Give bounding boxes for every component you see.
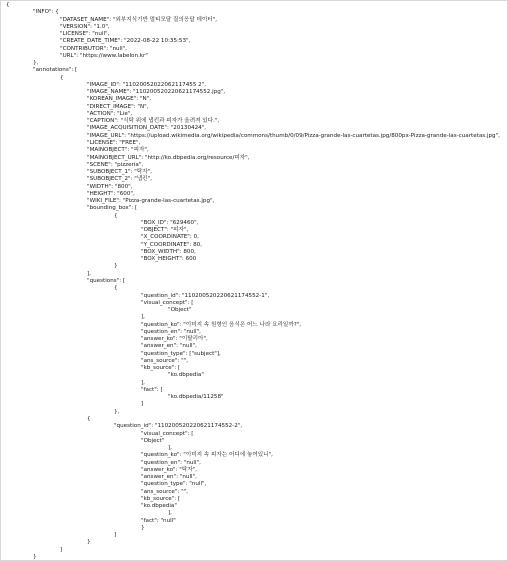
json-line: "IMAGE_URL": "https://upload.wikimedia.org/wikipedia/commons/thumb/0/09/Pizza-grande-las-cuartetas.jpg/800px-Pizza-grande-las-cuartetas.jpg", — [87, 132, 500, 139]
json-line: "ko.dbpedia/11258" — [168, 394, 224, 401]
json-line: "answer_ko": "이탈리아", — [141, 336, 208, 343]
json-line: "SUBOBJECT_2": "냅킨", — [87, 176, 153, 183]
json-line: }, — [33, 60, 39, 67]
json-line: "URL": "https://www.labelon.kr" — [60, 52, 148, 59]
json-line: "question_ko": "이미지 속 원형인 음식은 어느 나라 요리일까?", — [141, 321, 302, 328]
json-line: "IMAGE_ACQUISITION_DATE": "20130424", — [87, 125, 207, 132]
json-line: ], — [141, 379, 145, 386]
json-line: "question_type": "null", — [141, 481, 207, 488]
json-line: "answer_en": "null", — [141, 474, 197, 481]
json-line: ] — [141, 401, 144, 408]
json-line: { — [60, 74, 64, 81]
json-line: "bounding_box": [ — [87, 205, 138, 212]
json-line: "ko.dbpedia" — [141, 503, 177, 510]
json-line: "CREATE_DATE_TIME": "2022-08-22 10:35:53", — [60, 38, 191, 45]
json-line: { — [6, 2, 10, 8]
json-line: "DIRECT_IMAGE": "N", — [87, 103, 149, 110]
json-line: "answer_en": "null", — [141, 343, 197, 350]
json-line: "question_type": ["subject"], — [141, 350, 221, 357]
json-line: "question_ko": "이미지 속 피자는 어디에 놓여있니", — [141, 452, 273, 459]
json-line: } — [33, 554, 37, 560]
json-line: ], — [87, 270, 91, 277]
json-line: "kb_source": [ — [141, 495, 181, 502]
json-line: "fact": [ — [141, 386, 163, 393]
json-line: "SUBOBJECT_1": "탁자", — [87, 169, 153, 176]
json-line: "BOX_HEIGHT": 600 — [141, 256, 197, 263]
json-line: "questions": [ — [87, 278, 126, 284]
json-line: "KOREAN_IMAGE": "N", — [87, 96, 151, 103]
json-line: "WIKI_FILE": "Pizza-grande-las-cuartetas.jpg", — [87, 198, 215, 205]
json-line: "IMAGE_ID": "11020052022062117455 2", — [87, 81, 207, 88]
json-line: "fact": "null" — [141, 517, 176, 524]
json-line: "HEIGHT": "600", — [87, 190, 135, 197]
json-line: "BOX_ID": "629460", — [141, 219, 199, 226]
json-line: "visual_concept": [ — [141, 299, 194, 306]
json-line: "question_id": "110200520220621174552-2", — [114, 423, 243, 430]
json-line: "ko.dbpedia" — [168, 372, 204, 379]
json-line: "CONTRIBUTOR": "null", — [60, 45, 128, 52]
json-line: "INFO": { — [33, 9, 59, 16]
json-line: } — [114, 263, 118, 270]
json-line: ], — [168, 445, 172, 452]
json-line: } — [141, 524, 145, 531]
json-line: "ACTION": "Lie", — [87, 110, 133, 117]
json-line: "Object" — [141, 437, 165, 444]
json-line: { — [114, 285, 118, 292]
json-line: "Object" — [168, 307, 192, 314]
json-line: "question_en": "null", — [141, 328, 201, 335]
json-line: "SCENE": "pizzeria", — [87, 161, 144, 168]
json-line: "ans_source": "", — [141, 357, 188, 364]
json-line: "WIDTH": "800", — [87, 183, 133, 190]
json-line: "question_id": "110200520220621174552-1", — [141, 292, 270, 299]
json-line: "question_en": "null", — [141, 459, 201, 466]
json-line: "ans_source": "", — [141, 488, 188, 495]
json-line: "answer_ko": "탁자", — [141, 466, 198, 473]
json-line: "VERSION": "1.0", — [60, 23, 110, 30]
json-line: ], — [141, 314, 145, 321]
json-line: } — [87, 539, 91, 546]
json-line: "OBJECT": "피자", — [141, 227, 189, 234]
json-line: }, — [114, 408, 120, 415]
json-line: "IMAGE_NAME": "110200520220621174552.jpg", — [87, 89, 226, 96]
json-line: ], — [168, 510, 172, 517]
json-line: "LICENSE": "null", — [60, 31, 110, 38]
json-line: { — [114, 212, 118, 219]
json-line: "MAINOBJECT": "피자", — [87, 147, 149, 154]
json-line: "X_COORDINATE": 0, — [141, 234, 199, 241]
json-line: "MAINOBJECT_URL": "http://ko.dbpedia.org/resource/피자", — [87, 154, 250, 161]
json-line: ] — [60, 546, 63, 553]
json-line: ] — [114, 532, 117, 539]
json-line: "annotations": [ — [33, 67, 78, 74]
json-line: "DATASET_NAME": "외부지식기반 멀티모달 질의응답 데이터", — [60, 16, 218, 23]
json-line: "kb_source": [ — [141, 365, 181, 372]
json-line: "Y_COORDINATE": 80, — [141, 241, 203, 248]
json-line: "visual_concept": [ — [141, 430, 194, 437]
json-line: "BOX_WIDTH": 800, — [141, 248, 196, 255]
json-line: "CAPTION": "식탁 위에 냅킨과 피자가 올려져 있다.", — [87, 118, 220, 125]
json-line: "LICENSE": "FREE", — [87, 140, 141, 146]
json-line: { — [87, 416, 91, 422]
